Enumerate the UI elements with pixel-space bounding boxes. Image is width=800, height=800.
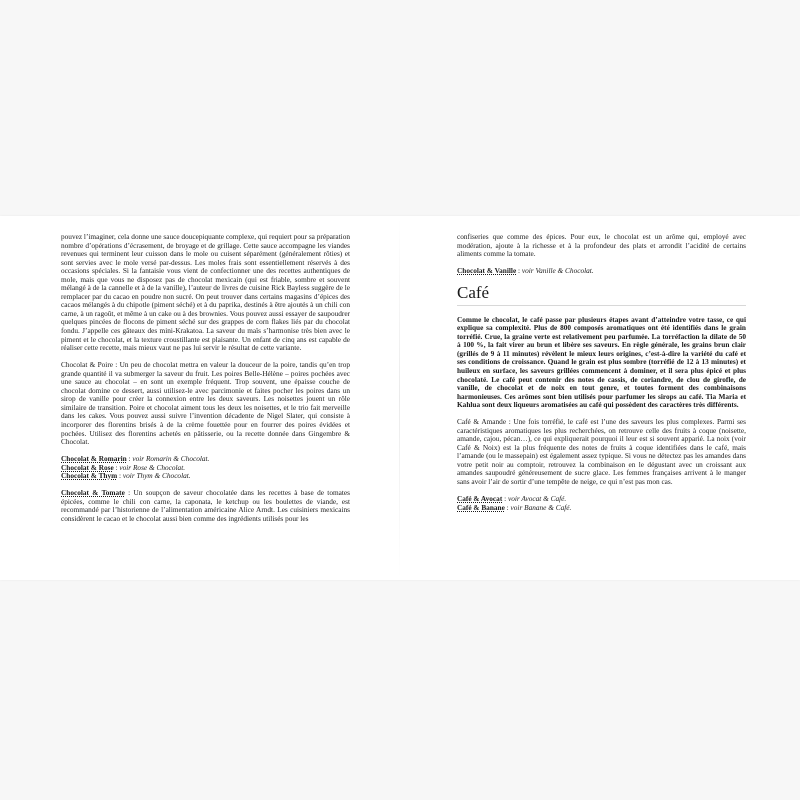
right-page-text-column bbox=[457, 233, 746, 512]
chocolat-tomate-text: : Un soupçon de saveur chocolatée dans les recettes à base de tomates épicées, comme le chili con carne, la caponata, le ketchup ou les boulettes de viande, est recommandé par l’historienne de l’alimentation américaine Alice Arndt. Les cuisiniers mexicains considèrent le cacao et le chocolat aussi bien comme des ingrédients utilisés pour les bbox=[61, 488, 350, 523]
xref-target: voir Vanille & Chocolat. bbox=[521, 266, 594, 276]
cafe-amande-paragraph: Café & Amande : Une fois torréfié, le café est l’une des saveurs les plus complexes. Parmi ses caractéristiques aromatiques les plus recherchées, on retrouve celle des fruits à coque (noisette, amande, cajou, pécan…), ce qui expliquerait pourquoi il leur est si souvent apparié. La noix (voir Café & Noix) est la plus fréquente des notes de fruits à coque identifiées dans le café, mais l’amande (ou le massepain) est également assez typique. Si vous ne détectez pas les amandes dans votre petit noir au comptoir, retrouvez la combinaison en le dégustant avec un croissant aux amandes saupoudré généreusement de sucre glace. Les femmes françaises arrivent à le manger sans avoir l’air de sortir d’une tempête de neige, ce qui n’est pas mon cas. bbox=[457, 417, 746, 487]
xref-separator: : bbox=[516, 266, 522, 276]
left-page-text-column bbox=[61, 233, 350, 523]
left-page bbox=[0, 216, 400, 580]
xref-chocolat-thym[interactable] bbox=[61, 472, 350, 481]
xref-separator: : bbox=[502, 494, 508, 504]
chocolat-tomate-title[interactable]: Chocolat & Tomate bbox=[61, 488, 125, 498]
right-cross-references bbox=[457, 495, 746, 512]
right-page bbox=[400, 216, 800, 580]
chocolat-poire-paragraph: Chocolat & Poire : Un peu de chocolat mettra en valeur la douceur de la poire, tandis qu’en trop grande quantité il va submerger la saveur du fruit. Les poires Belle-Hélène – poires pochées avec une sauce au chocolat – en sont un exemple fréquent. Trop souvent, une épaisse couche de chocolat domine ce dessert, aussi utilisez-le avec parcimonie et faites pocher les poires dans un sirop de vanille pour créer la connexion entre les deux saveurs. Les noisettes jouent un rôle similaire de transition. Poire et chocolat aiment tous les deux les noisettes, et le trio fait merveille dans les cakes. Vous pouvez aussi suivre l’invention décadente de Nigel Slater, qui consiste à incorporer des florentins brisés à de la crème fouettée pour en fourrer des poires évidées et pochées. Utilisez des florentins achetés en pâtisserie, ou la recette donnée dans Gingembre & Chocolat. bbox=[61, 360, 350, 447]
xref-title[interactable]: Chocolat & Thym bbox=[61, 471, 118, 481]
xref-target: voir Avocat & Café. bbox=[507, 494, 567, 504]
xref-separator: : bbox=[117, 471, 123, 481]
cafe-intro-paragraph: Comme le chocolat, le café passe par plusieurs étapes avant d’atteindre votre tasse, ce qui explique sa complexité. Plus de 800 composés aromatiques ont été identifiés dans le grain torréfié. Crue, la graine verte est relativement peu parfumée. La torréfaction la dilate de 50 à 100 %, la fait virer au brun et libère ses saveurs. En règle générale, les grains brun clair (grillés de 9 à 11 minutes) révèlent le mieux leurs origines, c’est-à-dire la variété du café et ses conditions de croissance. Quand le grain est plus sombre (torréfié de 12 à 13 minutes) et huileux en surface, les saveurs grillées commencent à dominer, et il sera plus épicé et plus chocolaté. Le café peut contenir des notes de cassis, de coriandre, de clou de girofle, de vanille, de chocolat et de noix en tout genre, et toutes forment des combinaisons harmonieuses. Ces arômes sont bien utilisés pour parfumer les sirops au café. Tia Maria et Kahlua sont deux liqueurs aromatisées au café qui possèdent des caractères très différents. bbox=[457, 314, 746, 410]
chocolat-tomate-paragraph bbox=[61, 489, 350, 523]
xref-chocolat-vanille[interactable] bbox=[457, 267, 746, 276]
xref-cafe-banane[interactable] bbox=[457, 504, 746, 513]
book-spread bbox=[0, 216, 800, 580]
xref-separator: : bbox=[504, 502, 511, 512]
xref-target: voir Banane & Café. bbox=[510, 502, 572, 512]
xref-separator: : bbox=[113, 462, 120, 472]
xref-title[interactable]: Chocolat & Rose bbox=[61, 462, 114, 472]
xref-title[interactable]: Chocolat & Romarin bbox=[61, 454, 127, 464]
xref-title[interactable]: Chocolat & Vanille bbox=[457, 266, 517, 276]
xref-title[interactable]: Café & Avocat bbox=[457, 494, 503, 504]
xref-target: voir Romarin & Chocolat. bbox=[132, 454, 210, 464]
xref-separator: : bbox=[126, 454, 133, 464]
tomate-continuation-paragraph: confiseries que comme des épices. Pour eux, le chocolat est un arôme qui, employé avec modération, ajoute à la richesse et à la profondeur des plats et arrondit l’acidité de certains aliments comme la tomate. bbox=[457, 232, 746, 259]
left-cross-references bbox=[61, 455, 350, 481]
mole-paragraph: pouvez l’imaginer, cela donne une sauce doucepiquante complexe, qui requiert pour sa préparation nombre d’opérations d’écrasement, de broyage et de grillage. Cette sauce accompagne les viandes revenues qui terminent leur cuisson dans le mole ou cuisent séparément (généralement rôties) et sont servies avec le mole versé par-dessus. Les moles frais sont essentiellement réservés à des occasions spéciales. Si la fantaisie vous vient de confectionner une des recettes authentiques de mole, mais que vous ne disposez pas de chocolat mexicain (qui est friable, sombre et souvent mélangé à de la cannelle et à de la vanille), l’auteur de livres de cuisine Rick Bayless suggère de le remplacer par du cacao en poudre non sucré. On peut trouver dans certains magasins d’épices des cacaos mélangés à du chipotle (piment séché) et à du paprika, destinés à être ajoutés à un chili con carne, à un ragoût, et même à un cake ou à des brownies. Vous pouvez aussi essayer de saupoudrer quelques pincées de flocons de piment séché sur des grappes de corn flakes liés par du chocolat fondu. J’appelle ces gâteaux des mini-Krakatoa. La saveur du maïs s’harmonise très bien avec le piment et le chocolat, et la texture croustillante est plaisante. Un enfant de cinq ans est capable de réaliser cette recette, mais mieux vaut ne pas lui servir le résultat de cette variante. bbox=[61, 232, 350, 353]
xref-target: voir Rose & Chocolat. bbox=[119, 462, 186, 472]
xref-title[interactable]: Café & Banane bbox=[457, 502, 505, 512]
xref-target: voir Thym & Chocolat. bbox=[122, 471, 191, 481]
section-heading-cafe: Café bbox=[457, 283, 746, 306]
